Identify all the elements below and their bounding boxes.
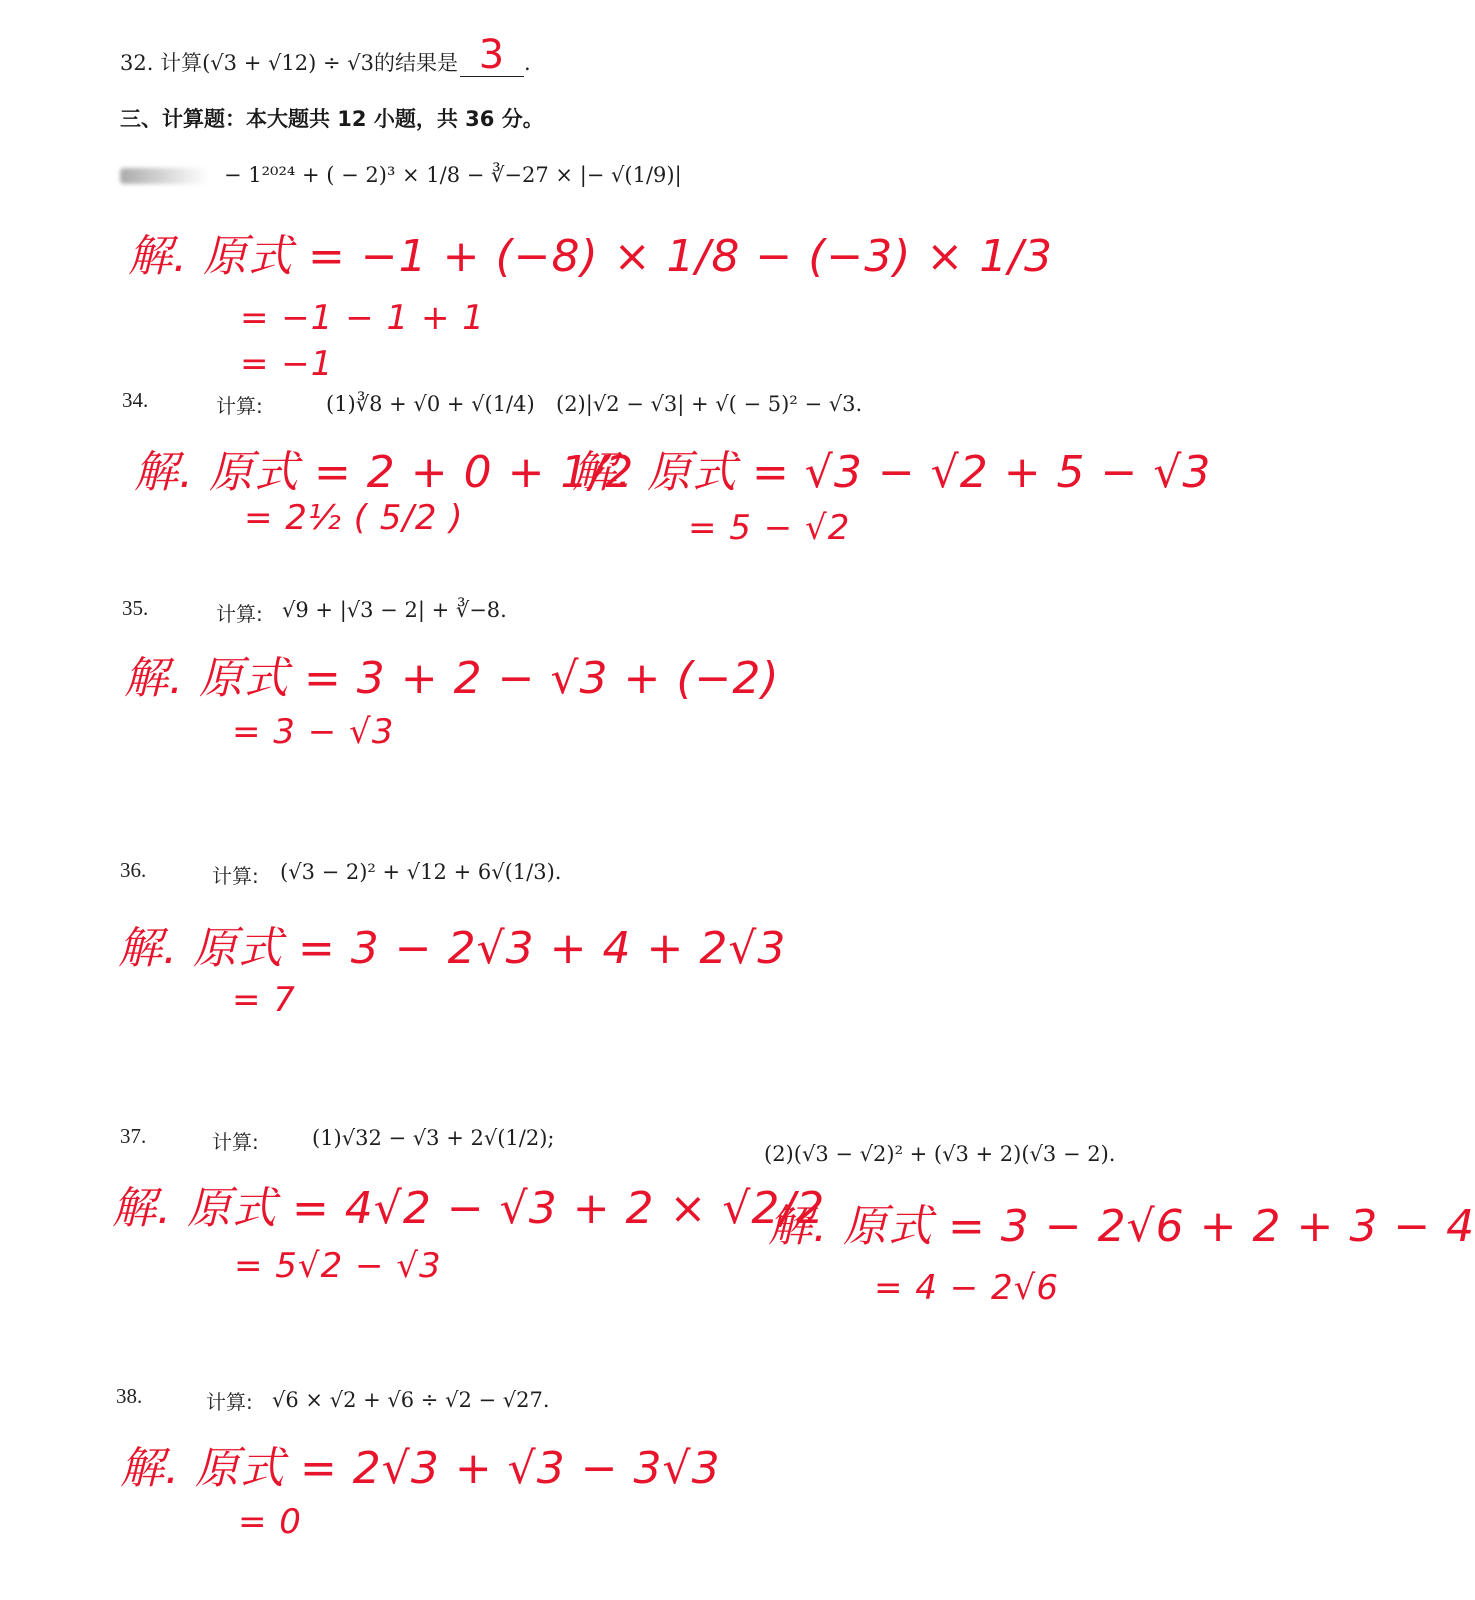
q36-expression: (√3 − 2)² + √12 + 6√(1/3). [280,860,562,884]
q34-part2: (2)|√2 − √3| + √( − 5)² − √3. [556,392,863,416]
q37-solution2-line-2: = 4 − 2√6 [874,1268,1059,1308]
q35-solution-line-2: = 3 − √3 [232,712,395,752]
q35-number: 35. [122,596,149,620]
q33-number-smudge [120,168,210,184]
q34-number: 34. [122,388,149,412]
q37-part1: (1)√32 − √3 + 2√(1/2); [312,1126,555,1150]
q33-expression: − 1²⁰²⁴ + ( − 2)³ × 1/8 − ∛−27 × |− √(1/9)| [224,163,682,187]
q36-label: 计算: [212,864,259,888]
q34-label: 计算: [216,394,263,418]
q36-number: 36. [120,858,147,882]
q35-solution-line-1: 解. 原式 = 3 + 2 − √3 + (−2) [124,653,780,704]
q37-part2: (2)(√3 − √2)² + (√3 + 2)(√3 − 2). [764,1142,1116,1166]
q32-answer-blank [460,32,524,78]
q33-solution-line-2: = −1 − 1 + 1 [240,298,485,338]
q33-solution-line-3: = −1 [240,344,334,384]
q34-solution1-line-2: = 2½ ( 5/2 ) [244,498,464,538]
q34-part1: (1)∛8 + √0 + √(1/4) [326,392,535,416]
q32-number: 32. [120,51,154,75]
q37-number: 37. [120,1124,147,1148]
q32-trailing: . [523,51,531,75]
section-title: 三、计算题：本大题共 12 小题，共 36 分。 [120,107,544,131]
q35-label: 计算: [216,602,263,626]
q37-solution1-line-2: = 5√2 − √3 [234,1246,442,1286]
q32-answer: 3 [478,32,506,78]
q36-solution-line-2: = 7 [232,980,296,1020]
q35-expression: √9 + |√3 − 2| + ∛−8. [282,598,507,622]
q38-label: 计算: [206,1390,253,1414]
q34-solution1-line-1: 解. 原式 = 2 + 0 + 1/2 [134,447,635,498]
q38-expression: √6 × √2 + √6 ÷ √2 − √27. [272,1388,550,1412]
q37-label: 计算: [212,1130,259,1154]
q33-solution-line-1: 解. 原式 = −1 + (−8) × 1/8 − (−3) × 1/3 [128,231,1054,282]
q34-solution2-line-1: 解. 原式 = √3 − √2 + 5 − √3 [572,447,1212,498]
q38-solution-line-2: = 0 [238,1502,302,1542]
q32-line [120,32,531,78]
q38-number: 38. [116,1384,143,1408]
q37-solution2-line-1: 解. 原式 = 3 − 2√6 + 2 + 3 − 4 [768,1201,1475,1252]
q38-solution-line-1: 解. 原式 = 2√3 + √3 − 3√3 [120,1443,721,1494]
q37-solution1-line-1: 解. 原式 = 4√2 − √3 + 2 × √2/2 [112,1183,826,1234]
q36-solution-line-1: 解. 原式 = 3 − 2√3 + 4 + 2√3 [118,923,787,974]
q34-solution2-line-2: = 5 − √2 [688,508,851,548]
q32-expression: 计算(√3 + √12) ÷ √3的结果是 [160,51,458,75]
